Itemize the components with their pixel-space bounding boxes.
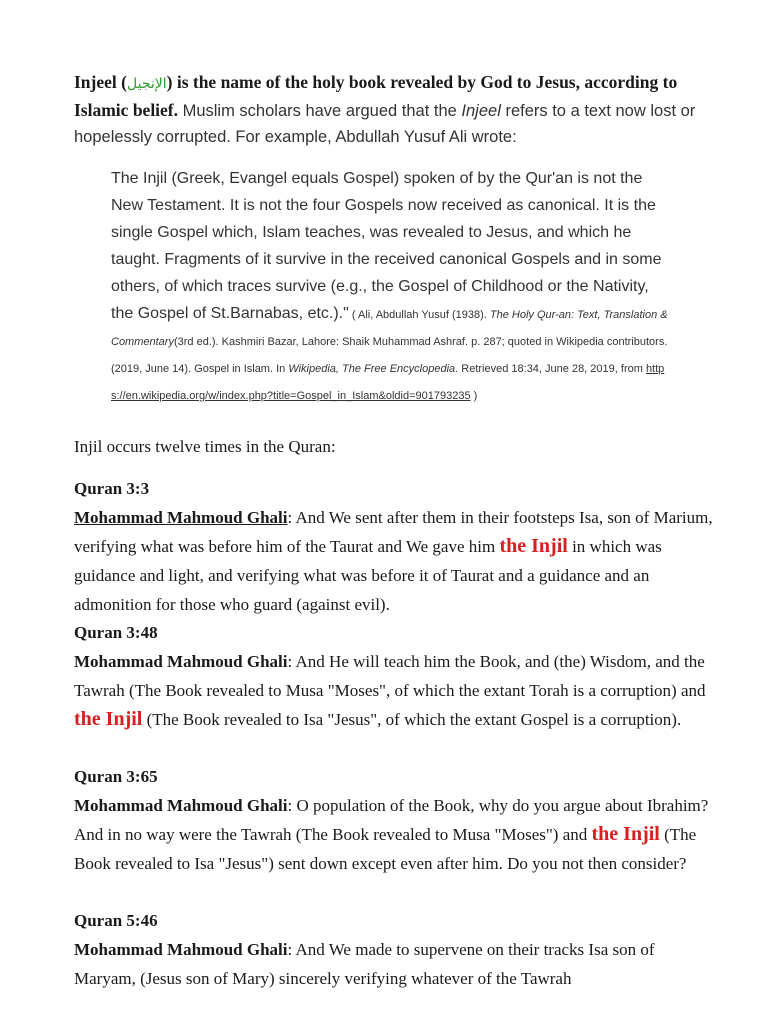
verse-text [74,791,714,878]
intro-open-paren: ( [116,72,127,92]
highlight-term: the Injil [591,823,660,845]
block-quote [111,165,671,408]
citation-end: ) [470,390,478,402]
citation-b: (3rd ed.). Kashmiri Bazar, Lahore: Shaik Muhammad Ashraf. p. 287; quoted in Wikipedia contributors. (2019, June 14). Gospel in Islam. In [111,336,668,375]
quote-body: The Injil (Greek, Evangel equals Gospel) spoken of by the Qur'an is not the New Testament. It is not the four Gospels now received as canonical. It is the single Gospel which, Islam teaches, was revealed to Jesus, and which he taught. Fragments of it survive in the received canonical Gospels and in some others, of which traces survive (e.g., the Gospel of Childhood or the Nativity, the Gospel of St.Barnabas, etc.)." [111,170,662,322]
intro-definition: ) is the name of the holy book revealed by God to Jesus, according to Islamic belief. [74,72,678,120]
intro-term-italic: Injeel [461,102,501,120]
verse-reference: Quran 5:46 [74,911,158,930]
translator-link[interactable]: Mohammad Mahmoud Ghali [74,508,288,527]
intro-paragraph [74,69,714,150]
citation-link[interactable]: https://en.wikipedia.org/w/index.php?title=Gospel_in_Islam&oldid=901793235 [111,363,665,402]
citation-book-title: The Holy Qur-an: Text, Translation & Commentary [111,309,668,348]
citation-a: ( Ali, Abdullah Yusuf (1938). [348,309,490,321]
verse-text-pre: : And He will teach him the Book, and (the) Wisdom, and the Tawrah (The Book revealed to Musa "Moses", of which the extant Torah is a corruption) and [74,652,706,700]
verse-text [74,935,714,993]
verse-block [74,762,714,878]
occurrence-statement: Injil occurs twelve times in the Quran: [74,437,336,456]
intro-text-a: Muslim scholars have argued that the [178,102,462,120]
translator-name: Mohammad Mahmoud Ghali [74,652,288,671]
verse-block [74,618,714,734]
verse-reference: Quran 3:65 [74,767,158,786]
intro-term: Injeel [74,72,117,92]
citation-wikipedia: Wikipedia, The Free Encyclopedia [288,363,456,375]
verse-text-post: (The Book revealed to Isa "Jesus", of which the extant Gospel is a corruption). [142,710,682,729]
intro-arabic-term: الإنجيل [126,76,167,92]
translator-name: Mohammad Mahmoud Ghali [74,940,288,959]
citation-c: . Retrieved 18:34, June 28, 2019, from [455,363,646,375]
intro-text-b: refers to a text now lost or hopelessly corrupted. For example, Abdullah Yusuf Ali wrote: [74,102,696,146]
highlight-term: the Injil [74,708,143,730]
verse-text [74,503,714,619]
verse-text-pre: : And We made to supervene on their tracks Isa son of Maryam, (Jesus son of Mary) sincerely verifying whatever of the Tawrah [74,940,655,988]
verse-block [74,906,714,993]
verse-reference: Quran 3:48 [74,623,158,642]
highlight-term: the Injil [499,535,568,557]
verse-reference: Quran 3:3 [74,479,150,498]
verse-text-pre: : O population of the Book, why do you argue about Ibrahim? And in no way were the Tawrah (The Book revealed to Musa "Moses") and [74,796,709,844]
verse-text-post: in which was guidance and light, and verifying what was before it of Taurat and a guidance and an admonition for those who guard (against evil). [74,537,662,614]
verse-block [74,474,714,619]
verse-text-post: (The Book revealed to Isa "Jesus") sent down except even after him. Do you not then consider? [74,825,697,873]
verse-text-pre: : And We sent after them in their footsteps Isa, son of Marium, verifying what was before him of the Taurat and We gave him [74,508,713,556]
translator-name: Mohammad Mahmoud Ghali [74,796,288,815]
verse-text [74,647,714,734]
